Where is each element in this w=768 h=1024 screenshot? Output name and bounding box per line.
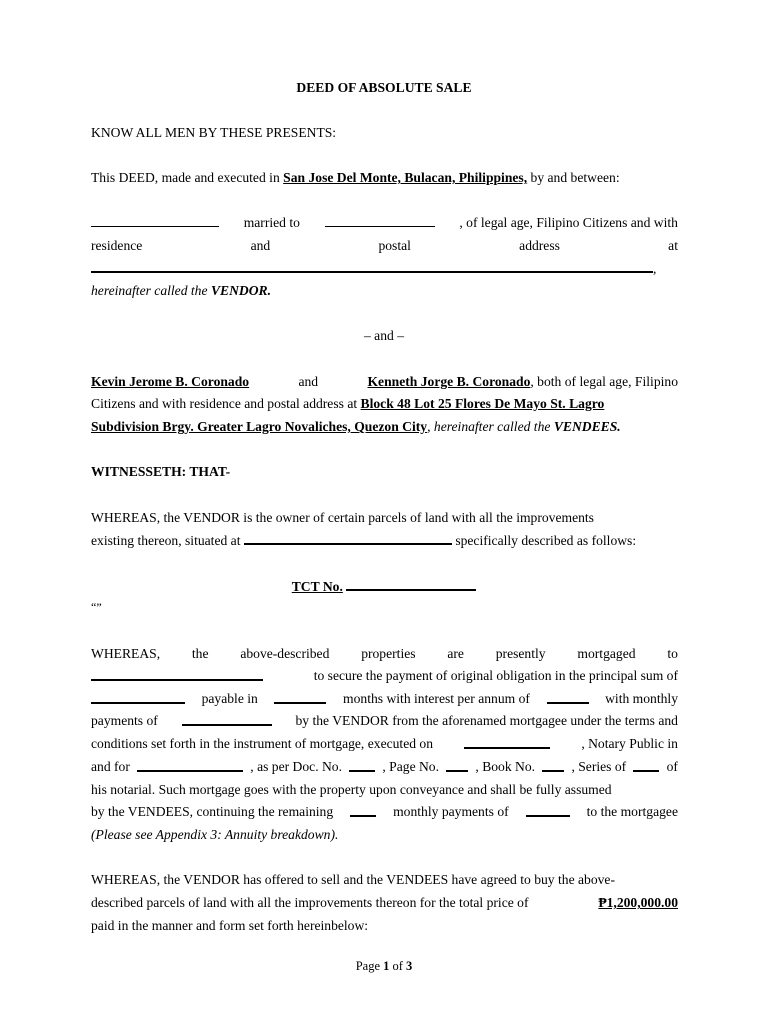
- series-blank: [633, 758, 659, 772]
- total-pages-number: 3: [406, 959, 413, 973]
- whereas2-line-2: to secure the payment of original obligation in the principal sum of: [91, 667, 678, 685]
- spouse-name-blank: [325, 214, 435, 227]
- notary-place-blank: [137, 758, 243, 772]
- vendees-line-3: Subdivision Brgy. Greater Lagro Novaliches, Quezon City, hereinafter called the VENDEES.: [91, 419, 621, 434]
- whereas2-line-3: payable in months with interest per annum of with monthly: [91, 690, 678, 708]
- whereas2-line-1: WHEREAS, the above-described properties are presently mortgaged to: [91, 646, 678, 661]
- total-price: ₱1,200,000.00: [598, 895, 678, 910]
- vendor-line-2: residence and postal address at: [91, 238, 678, 253]
- vendor-address-line: ,: [91, 259, 678, 278]
- location-blank: [244, 531, 452, 545]
- whereas1-line-1: WHEREAS, the VENDOR is the owner of certain parcels of land with all the improvements: [91, 510, 594, 525]
- executed-on-blank: [464, 735, 550, 749]
- vendees-line-2: Citizens and with residence and postal address at Block 48 Lot 25 Flores De Mayo St. Lagro: [91, 396, 605, 411]
- appendix-reference: (Please see Appendix 3: Annuity breakdown).: [91, 827, 339, 842]
- vendor-name-blank: [91, 214, 219, 227]
- whereas3-line-1: WHEREAS, the VENDOR has offered to sell and the VENDEES have agreed to buy the above-: [91, 872, 615, 887]
- whereas3-line-2: described parcels of land with all the improvements thereon for the total price of ₱1,200,000.00: [91, 895, 678, 910]
- page-no-blank: [446, 758, 468, 772]
- interest-blank: [547, 690, 589, 704]
- quote-marks: “”: [91, 600, 102, 614]
- whereas2-line-8: by the VENDEES, continuing the remaining monthly payments of to the mortgagee: [91, 804, 678, 819]
- vendees-address-b: Subdivision Brgy. Greater Lagro Novaliches, Quezon City: [91, 419, 428, 434]
- remaining-payment-blank: [526, 803, 570, 817]
- whereas3-line-3: paid in the manner and form set forth hereinbelow:: [91, 918, 369, 933]
- vendees-address-a: Block 48 Lot 25 Flores De Mayo St. Lagro: [360, 396, 605, 411]
- intro-paragraph: This DEED, made and executed in San Jose Del Monte, Bulacan, Philippines, by and between:: [91, 170, 620, 185]
- and-separator: – and –: [363, 328, 405, 343]
- vendor-line-1: married to , of legal age, Filipino Citizens and with: [91, 214, 678, 232]
- vendee-name-1: Kevin Jerome B. Coronado: [91, 374, 250, 389]
- place-of-execution: San Jose Del Monte, Bulacan, Philippines,: [283, 170, 528, 185]
- mortgagee-blank: [91, 667, 263, 681]
- whereas1-line-2: existing thereon, situated at specifically described as follows:: [91, 533, 637, 548]
- whereas2-line-6: and for , as per Doc. No. , Page No. , Book No. , Series of of: [91, 759, 678, 774]
- whereas2-line-4: payments of by the VENDOR from the aforenamed mortgagee under the terms and: [91, 713, 678, 728]
- current-page-number: 1: [383, 959, 390, 973]
- monthly-payment-blank: [182, 712, 272, 726]
- page-footer: Page 1 of 3: [355, 959, 413, 973]
- months-blank: [274, 690, 326, 704]
- principal-sum-blank: [91, 690, 185, 704]
- vendees-line-1: Kevin Jerome B. Coronado and Kenneth Jorge B. Coronado, both of legal age, Filipino: [91, 374, 678, 389]
- vendor-designation: hereinafter called the VENDOR.: [91, 283, 271, 298]
- book-no-blank: [542, 758, 564, 772]
- tct-heading: TCT No.: [0, 577, 768, 596]
- document-title: DEED OF ABSOLUTE SALE: [296, 80, 472, 95]
- tct-number-blank: [346, 577, 476, 591]
- vendee-name-2: Kenneth Jorge B. Coronado: [367, 374, 531, 389]
- vendor-address-blank: [91, 259, 653, 273]
- whereas2-line-5: conditions set forth in the instrument of mortgage, executed on , Notary Public in: [91, 736, 678, 751]
- doc-no-blank: [349, 758, 375, 772]
- whereas2-line-7: his notarial. Such mortgage goes with the property upon conveyance and shall be fully assumed: [91, 782, 612, 797]
- remaining-months-blank: [350, 803, 376, 817]
- know-all-heading: KNOW ALL MEN BY THESE PRESENTS:: [91, 125, 337, 140]
- witnesseth-heading: WITNESSETH: THAT-: [91, 464, 231, 479]
